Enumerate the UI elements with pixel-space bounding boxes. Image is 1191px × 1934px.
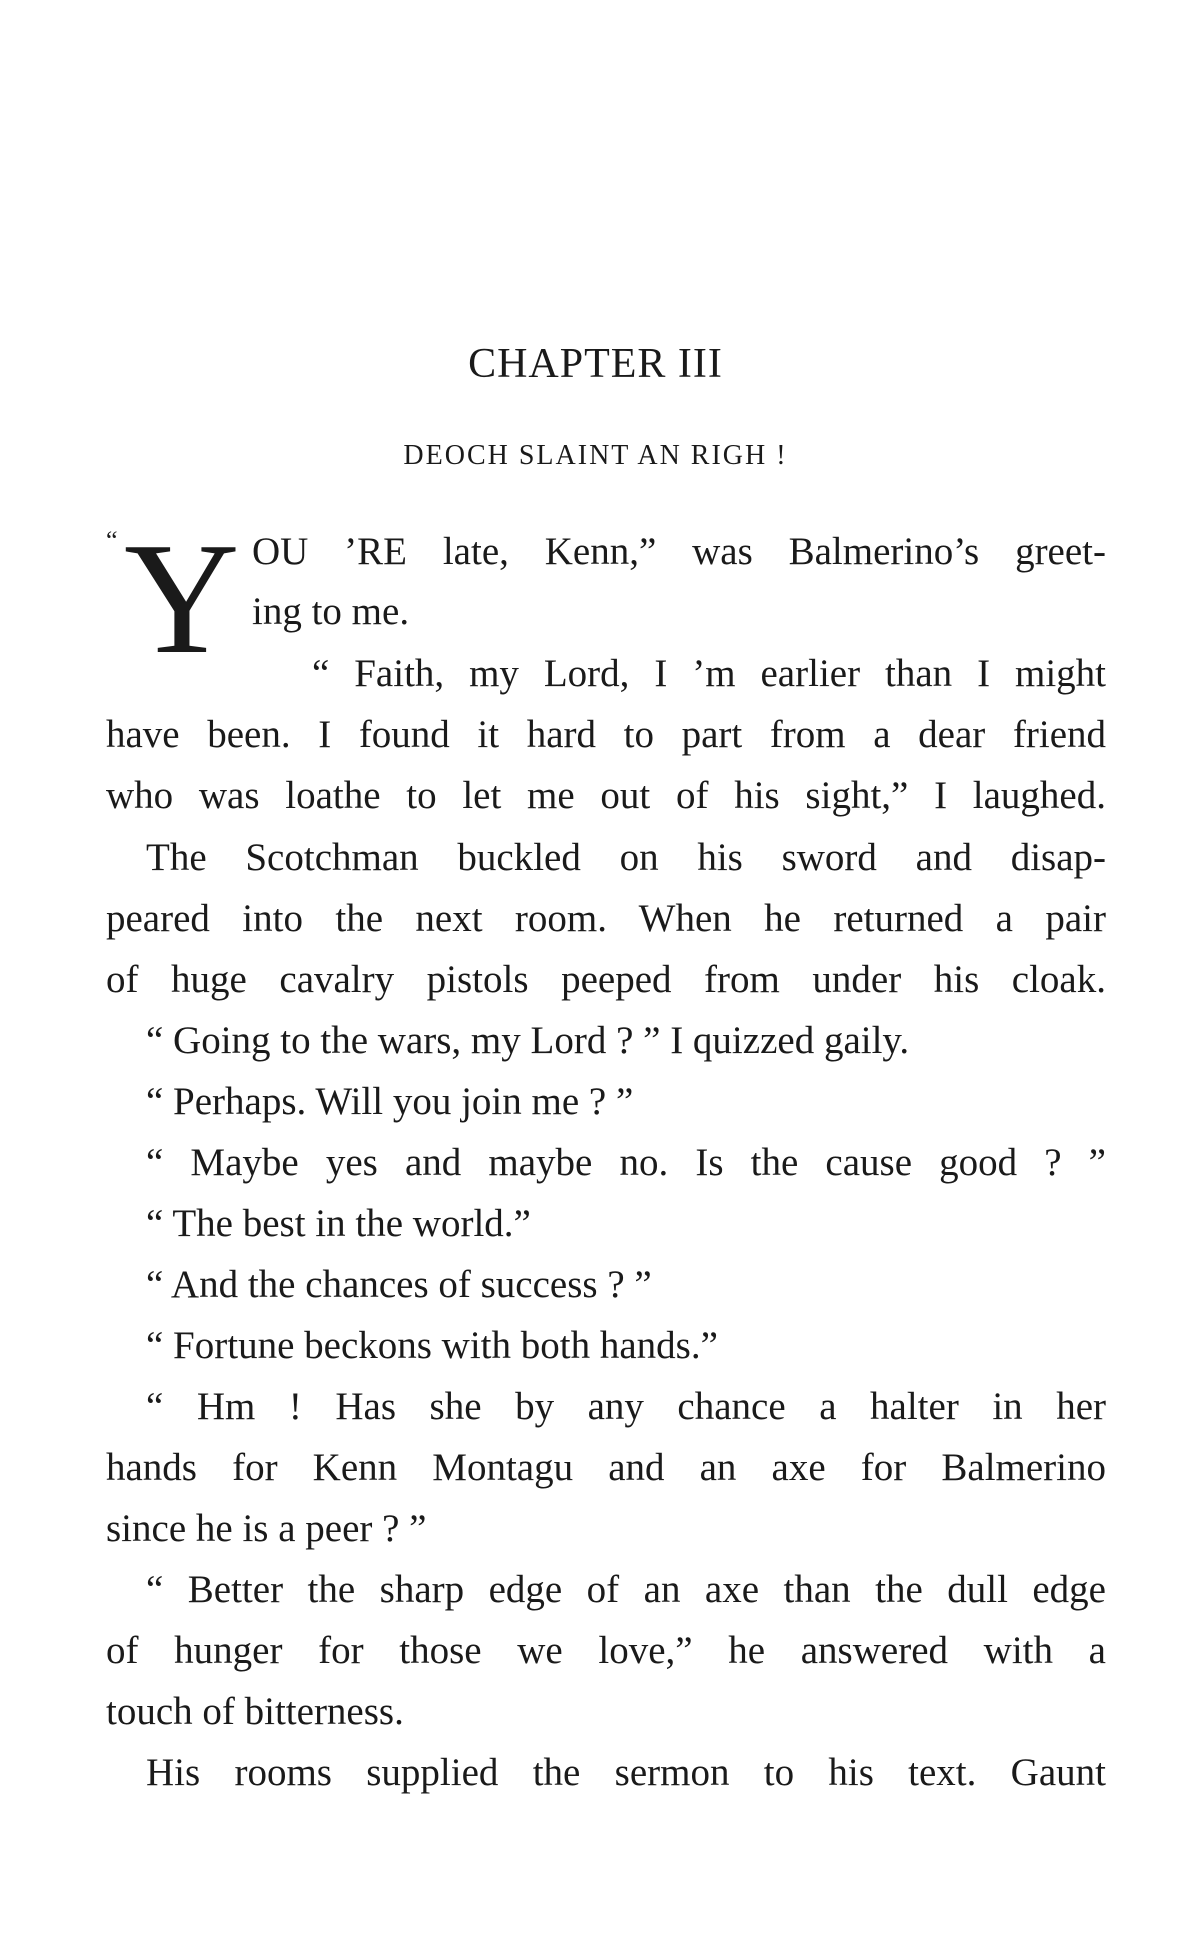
text-line: “ The best in the world.”	[146, 1202, 531, 1245]
drop-cap-letter: Y	[124, 509, 240, 687]
chapter-heading: CHAPTER III	[468, 341, 723, 387]
drop-cap-open-quote: “	[106, 526, 118, 555]
text-line: “ Fortune beckons with both hands.”	[146, 1324, 718, 1367]
text-line: since he is a peer ? ”	[106, 1507, 427, 1550]
text-line: of hunger for those we love,” he answered with a	[106, 1629, 1106, 1672]
text-line: His rooms supplied the sermon to his text. Gaunt	[146, 1751, 1106, 1794]
text-line: touch of bitterness.	[106, 1690, 404, 1733]
text-line: hands for Kenn Montagu and an axe for Balmerino	[106, 1446, 1106, 1489]
text-line: peared into the next room. When he returned a pair	[106, 897, 1106, 940]
chapter-subtitle: DEOCH SLAINT AN RIGH !	[403, 440, 788, 471]
text-line: OU ’RE late, Kenn,” was Balmerino’s greet-	[252, 530, 1106, 573]
text-line: of huge cavalry pistols peeped from under his cloak.	[106, 958, 1106, 1001]
text-line: “ Perhaps. Will you join me ? ”	[146, 1080, 634, 1123]
text-line: “ Going to the wars, my Lord ? ” I quizzed gaily.	[146, 1019, 910, 1062]
text-line: ing to me.	[252, 590, 410, 633]
text-line: “ Maybe yes and maybe no. Is the cause good ? ”	[146, 1141, 1106, 1184]
text-line: who was loathe to let me out of his sight,” I laughed.	[106, 774, 1106, 817]
text-line: “ Hm ! Has she by any chance a halter in her	[146, 1385, 1106, 1428]
text-line: “ Better the sharp edge of an axe than the dull edge	[146, 1568, 1106, 1611]
text-line: “ Faith, my Lord, I ’m earlier than I might	[312, 652, 1106, 695]
text-line: have been. I found it hard to part from a dear friend	[106, 713, 1106, 756]
text-line: “ And the chances of success ? ”	[146, 1263, 652, 1306]
text-line: The Scotchman buckled on his sword and disap-	[146, 836, 1106, 879]
